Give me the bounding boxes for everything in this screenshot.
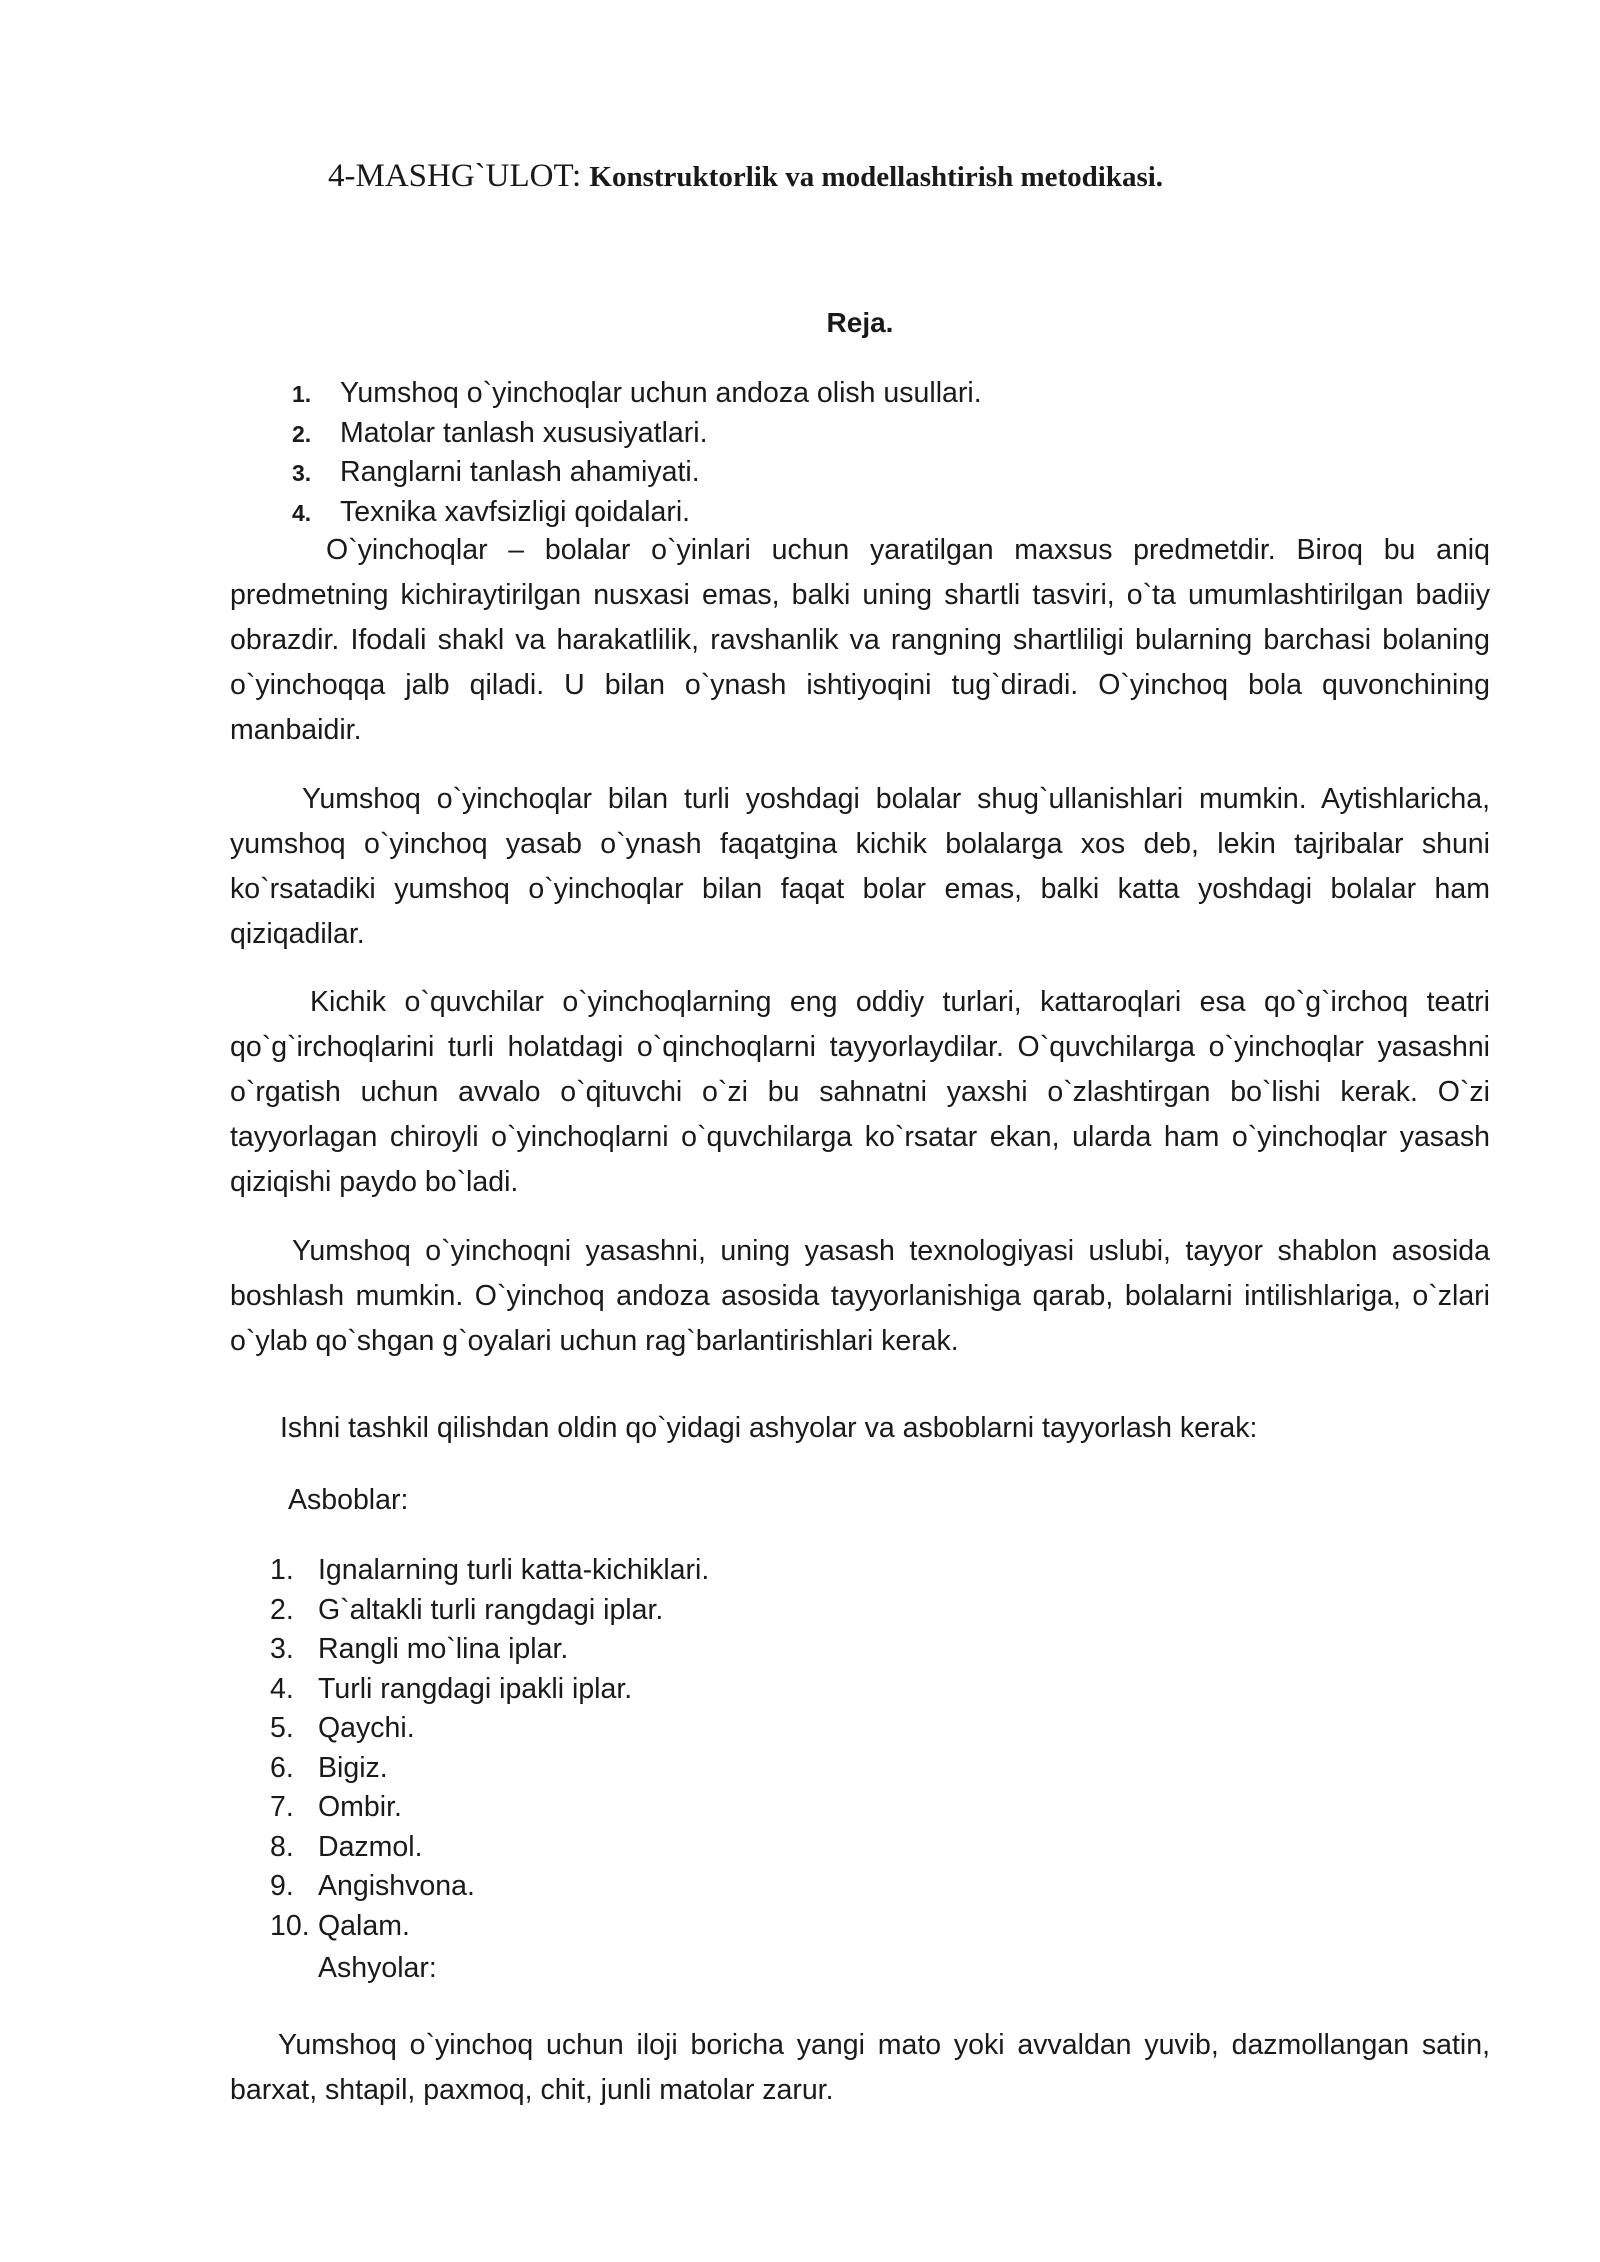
tools-item-number: 5. (270, 1712, 294, 1744)
plan-item-text: Texnika xavfsizligi qoidalari. (340, 495, 691, 528)
page-title (328, 152, 1428, 201)
final-paragraph: Yumshoq o`yinchoq uchun iloji boricha yangi mato yoki avvaldan yuvib, dazmollangan satin, barxat, shtapil, paxmoq, chit, junli matolar zarur. (230, 2029, 1490, 2106)
tools-item-text: Turli rangdagi ipakli iplar. (318, 1672, 633, 1705)
body-paragraph: Yumshoq o`yinchoqni yasashni, uning yasash texnologiyasi uslubi, tayyor shablon asosida boshlash mumkin. O`yinchoq andoza asosida tayyorlanishiga qarab, bolalarni intilishlariga, o`zlari o`ylab qo`shgan g`oyalari uchun rag`barlantirishlari kerak. (230, 1235, 1490, 1357)
tools-item-number: 9. (270, 1870, 294, 1902)
title-main: Konstruktorlik va modellashtirish metodikasi. (589, 161, 1164, 193)
tools-item (270, 1866, 709, 1906)
tools-item-number: 2. (270, 1593, 294, 1626)
tools-item-text: Bigiz. (318, 1751, 388, 1784)
body-paragraph: O`yinchoqlar – bolalar o`yinlari uchun yaratilgan maxsus predmetdir. Biroq bu aniq predmetning kichiraytirilgan nusxasi emas, balki uning shartli tasviri, o`ta umumlashtirilgan badiiy obrazdir. Ifodali shakl va harakatlilik, ravshanlik va rangning shartliligi bularning barchasi bolaning o`yinchoqqa jalb qiladi. U bilan o`ynash ishtiyoqini tug`diradi. O`yinchoq bola quvonchining manbaidir. (230, 534, 1490, 746)
tools-item (270, 1629, 709, 1669)
tools-item-number: 10. (270, 1909, 310, 1942)
tools-item-number: 3. (270, 1633, 294, 1665)
tools-item (270, 1748, 709, 1788)
plan-item-text: Ranglarni tanlash ahamiyati. (340, 456, 700, 488)
plan-item (292, 413, 982, 453)
plan-item-number: 2. (292, 420, 312, 447)
tools-heading: Asboblar: (288, 1484, 409, 1516)
tools-item (270, 1550, 709, 1590)
tools-item (270, 1590, 709, 1630)
tools-item-text: Ignalarning turli katta-kichiklari. (318, 1554, 710, 1586)
tools-item-number: 4. (270, 1672, 294, 1705)
plan-item (292, 452, 982, 492)
tools-item (270, 1669, 709, 1709)
tools-item (270, 1708, 709, 1748)
tools-list (270, 1550, 709, 1945)
plan-item-number: 3. (292, 460, 312, 486)
tools-item-text: Qaychi. (318, 1712, 415, 1744)
body-paragraph: Yumshoq o`yinchoqlar bilan turli yoshdagi bolalar shug`ullanishlari mumkin. Aytishlaricha, yumshoq o`yinchoq yasab o`ynash faqatgina kichik bolalarga xos deb, lekin tajribalar shuni ko`rsatadiki yumshoq o`yinchoqlar bilan faqat bolar emas, balki katta yoshdagi bolalar ham qiziqadilar. (230, 783, 1490, 950)
tools-item-text: Ombir. (318, 1791, 402, 1823)
plan-list (292, 373, 982, 531)
tools-item-number: 1. (270, 1554, 294, 1586)
tools-item-text: G`altakli turli rangdagi iplar. (318, 1593, 664, 1626)
plan-item-number: 4. (292, 499, 312, 526)
tools-item-text: Dazmol. (318, 1830, 423, 1863)
tools-item-text: Qalam. (318, 1909, 410, 1942)
tools-item-text: Angishvona. (318, 1870, 475, 1902)
materials-heading: Ashyolar: (318, 1952, 437, 1984)
tools-item-number: 7. (270, 1791, 294, 1823)
tools-item-number: 6. (270, 1751, 294, 1784)
tools-item (270, 1906, 709, 1946)
plan-item (292, 373, 982, 413)
body-paragraph: Kichik o`quvchilar o`yinchoqlarning eng oddiy turlari, kattaroqlari esa qo`g`irchoq teatri qo`g`irchoqlarini turli holatdagi o`qinchoqlarni tayyorlaydilar. O`quvchilarga o`yinchoqlar yasashni o`rgatish uchun avvalo o`qituvchi o`zi bu sahnatni yaxshi o`zlashtirgan bo`lishi kerak. O`zi tayyorlagan chiroyli o`yinchoqlarni o`quvchilarga ko`rsatar ekan, ularda ham o`yinchoqlar yasash qiziqishi paydo bo`ladi. (230, 986, 1490, 1198)
plan-item-text: Yumshoq o`yinchoqlar uchun andoza olish usullari. (340, 377, 982, 409)
tools-item (270, 1787, 709, 1827)
tools-item-text: Rangli mo`lina iplar. (318, 1633, 569, 1665)
plan-item-text: Matolar tanlash xususiyatlari. (340, 416, 708, 449)
tools-item-number: 8. (270, 1830, 294, 1863)
plan-item-number: 1. (292, 381, 312, 407)
plan-item (292, 492, 982, 532)
plan-heading: Reja. (826, 307, 894, 338)
title-prefix: 4-MASHG`ULOT: (328, 158, 582, 194)
preparation-line: Ishni tashkil qilishdan oldin qo`yidagi ashyolar va asboblarni tayyorlash kerak: (280, 1412, 1258, 1444)
tools-item (270, 1827, 709, 1867)
